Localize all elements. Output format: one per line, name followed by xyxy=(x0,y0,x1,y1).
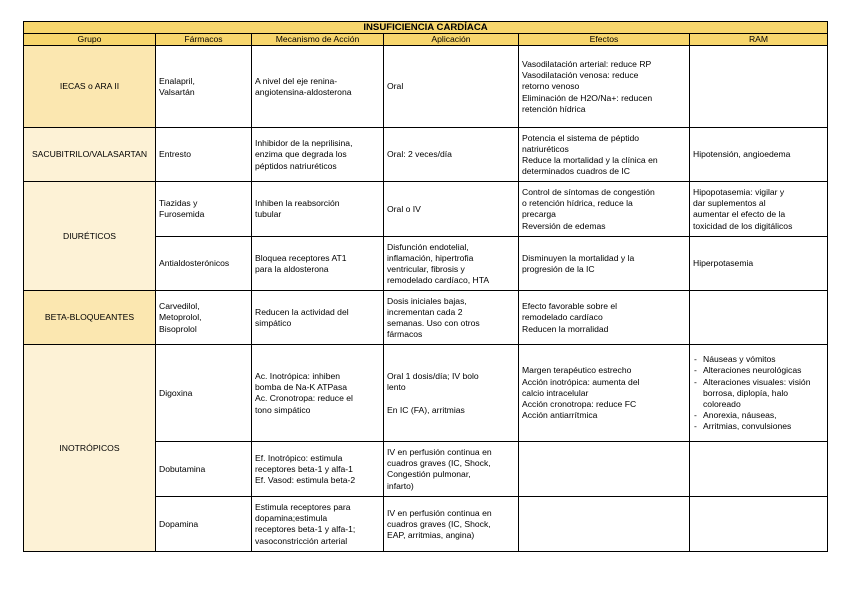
header-grupo: Grupo xyxy=(24,34,156,46)
heart-failure-table xyxy=(23,21,828,552)
mecanismo-cell: Bloquea receptores AT1 para la aldosterona xyxy=(252,237,384,291)
mecanismo-cell: Ef. Inotrópico: estimula receptores beta-1 y alfa-1 Ef. Vasod: estimula beta-2 xyxy=(252,442,384,497)
efectos-cell: Potencia el sistema de péptido natriuréticos Reduce la mortalidad y la clínica en determinados cuadros de IC xyxy=(519,128,690,182)
ram-cell xyxy=(690,442,828,497)
header-efectos: Efectos xyxy=(519,34,690,46)
aplicacion-cell: Oral o IV xyxy=(384,182,519,237)
aplicacion-cell: Oral xyxy=(384,46,519,128)
efectos-cell: Vasodilatación arterial: reduce RP Vasodilatación venosa: reduce retorno venoso Eliminación de H2O/Na+: reducen retención hídrica xyxy=(519,46,690,128)
aplicacion-cell: Disfunción endotelial, inflamación, hipertrofia ventricular, fibrosis y remodelado cardíaco, HTA xyxy=(384,237,519,291)
aplicacion-cell: IV en perfusión continua en cuadros graves (IC, Shock, Congestión pulmonar, infarto) xyxy=(384,442,519,497)
farmacos-cell: Enalapril, Valsartán xyxy=(156,46,252,128)
group-cell: BETA-BLOQUEANTES xyxy=(24,291,156,345)
table-row xyxy=(24,46,828,128)
header-farmacos: Fármacos xyxy=(156,34,252,46)
mecanismo-cell: Ac. Inotrópica: inhiben bomba de Na-K ATPasa Ac. Cronotropa: reduce el tono simpático xyxy=(252,345,384,442)
farmacos-cell: Tiazidas y Furosemida xyxy=(156,182,252,237)
efectos-cell: Margen terapéutico estrecho Acción inotrópica: aumenta del calcio intracelular Acción cronotropa: reduce FC Acción antiarrítmica xyxy=(519,345,690,442)
table-row xyxy=(24,128,828,182)
efectos-cell: Efecto favorable sobre el remodelado cardíaco Reducen la morralidad xyxy=(519,291,690,345)
header-row xyxy=(24,34,828,46)
efectos-cell xyxy=(519,442,690,497)
efectos-cell: Control de síntomas de congestión o retención hídrica, reduce la precarga Reversión de edemas xyxy=(519,182,690,237)
farmacos-cell: Dopamina xyxy=(156,497,252,552)
group-cell: SACUBITRILO/VALASARTAN xyxy=(24,128,156,182)
group-cell: INOTRÓPICOS xyxy=(24,345,156,552)
list-item: - Alteraciones visuales: visión borrosa, diplopía, halo coloreado xyxy=(693,377,824,411)
list-item: - Anorexia, náuseas, xyxy=(693,410,824,421)
farmacos-cell: Digoxina xyxy=(156,345,252,442)
list-item: - Alteraciones neurológicas xyxy=(693,365,824,376)
table-row xyxy=(24,291,828,345)
aplicacion-cell: IV en perfusión continua en cuadros graves (IC, Shock, EAP, arritmias, angina) xyxy=(384,497,519,552)
aplicacion-cell: Oral 1 dosis/día; IV bolo lento En IC (FA), arritmias xyxy=(384,345,519,442)
ram-cell xyxy=(690,46,828,128)
mecanismo-cell: A nivel del eje renina- angiotensina-aldosterona xyxy=(252,46,384,128)
table-row xyxy=(24,345,828,442)
group-cell: DIURÉTICOS xyxy=(24,182,156,291)
mecanismo-cell: Inhiben la reabsorción tubular xyxy=(252,182,384,237)
ram-list xyxy=(693,354,824,432)
table-title: INSUFICIENCIA CARDÍACA xyxy=(24,22,828,34)
header-aplicacion: Aplicación xyxy=(384,34,519,46)
farmacos-cell: Entresto xyxy=(156,128,252,182)
efectos-cell: Disminuyen la mortalidad y la progresión de la IC xyxy=(519,237,690,291)
list-item: - Arritmias, convulsiones xyxy=(693,421,824,432)
ram-cell: Hipotensión, angioedema xyxy=(690,128,828,182)
aplicacion-cell: Oral: 2 veces/día xyxy=(384,128,519,182)
ram-cell: Hiperpotasemia xyxy=(690,237,828,291)
farmacos-cell: Carvedilol, Metoprolol, Bisoprolol xyxy=(156,291,252,345)
list-item: - Náuseas y vómitos xyxy=(693,354,824,365)
header-ram: RAM xyxy=(690,34,828,46)
farmacos-cell: Antialdosterónicos xyxy=(156,237,252,291)
table-title-row xyxy=(24,22,828,34)
farmacos-cell: Dobutamina xyxy=(156,442,252,497)
ram-cell: Hipopotasemia: vigilar y dar suplementos al aumentar el efecto de la toxicidad de los digitálicos xyxy=(690,182,828,237)
mecanismo-cell: Inhibidor de la neprilisina, enzima que degrada los péptidos natriuréticos xyxy=(252,128,384,182)
efectos-cell xyxy=(519,497,690,552)
mecanismo-cell: Reducen la actividad del simpático xyxy=(252,291,384,345)
ram-cell xyxy=(690,345,828,442)
table-row xyxy=(24,182,828,237)
ram-cell xyxy=(690,497,828,552)
ram-cell xyxy=(690,291,828,345)
header-mecanismo: Mecanismo de Acción xyxy=(252,34,384,46)
mecanismo-cell: Estimula receptores para dopamina;estimula receptores beta-1 y alfa-1; vasoconstricción arterial xyxy=(252,497,384,552)
aplicacion-cell: Dosis iniciales bajas, incrementan cada 2 semanas. Uso con otros fármacos xyxy=(384,291,519,345)
group-cell: IECAS o ARA II xyxy=(24,46,156,128)
